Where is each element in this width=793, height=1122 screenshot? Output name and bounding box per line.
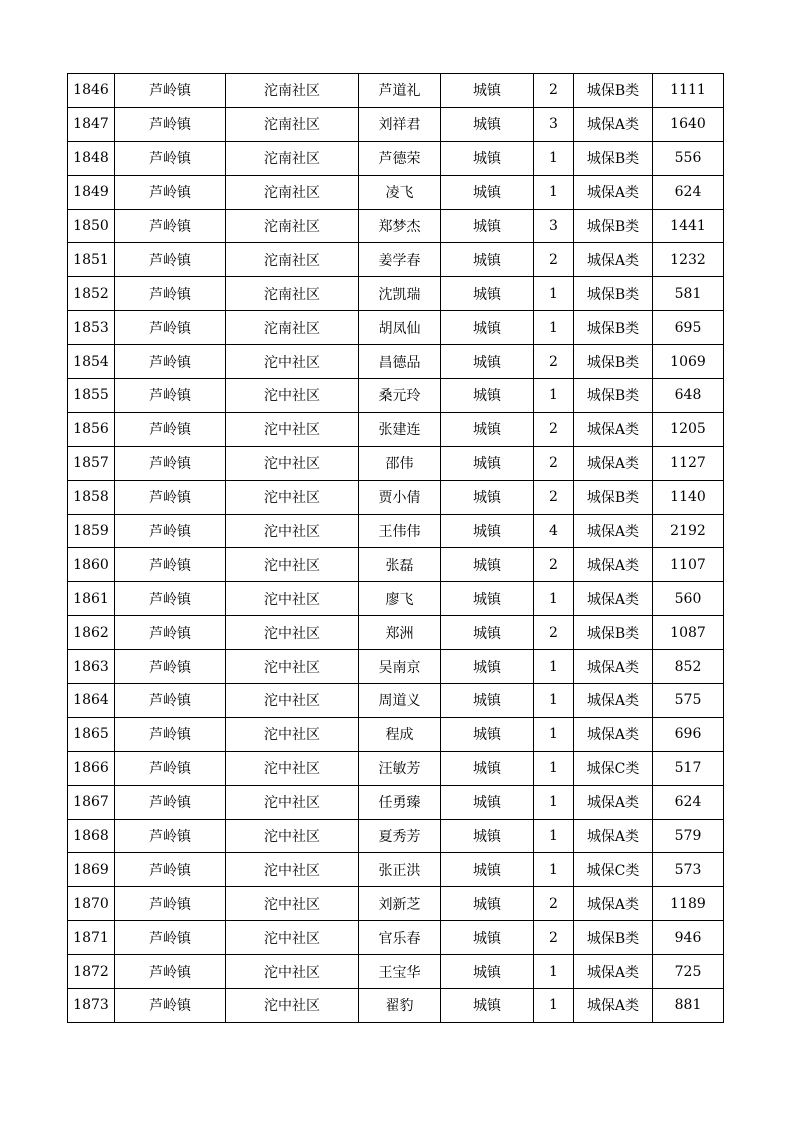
amount-cell: 579 [653,819,724,853]
person-name-cell: 桑元玲 [359,379,441,413]
amount-cell: 1107 [653,548,724,582]
category-cell: 城保A类 [574,175,653,209]
table-row [68,989,724,1023]
row-number-cell: 1862 [68,616,115,650]
household-type-cell: 城镇 [441,684,534,718]
person-name-cell: 沈凯瑞 [359,277,441,311]
member-count-cell: 2 [534,887,574,921]
town-cell: 芦岭镇 [115,751,226,785]
person-name-cell: 昌德品 [359,345,441,379]
community-cell: 沱中社区 [226,989,359,1023]
row-number-cell: 1850 [68,209,115,243]
category-cell: 城保B类 [574,277,653,311]
member-count-cell: 1 [534,955,574,989]
member-count-cell: 1 [534,277,574,311]
household-type-cell: 城镇 [441,887,534,921]
person-name-cell: 芦道礼 [359,74,441,108]
row-number-cell: 1870 [68,887,115,921]
table-row [68,107,724,141]
household-type-cell: 城镇 [441,548,534,582]
household-type-cell: 城镇 [441,616,534,650]
person-name-cell: 刘祥君 [359,107,441,141]
town-cell: 芦岭镇 [115,277,226,311]
town-cell: 芦岭镇 [115,243,226,277]
table-row [68,582,724,616]
amount-cell: 1189 [653,887,724,921]
household-type-cell: 城镇 [441,989,534,1023]
category-cell: 城保A类 [574,650,653,684]
member-count-cell: 1 [534,311,574,345]
member-count-cell: 4 [534,514,574,548]
community-cell: 沱中社区 [226,955,359,989]
household-type-cell: 城镇 [441,785,534,819]
community-cell: 沱中社区 [226,717,359,751]
member-count-cell: 1 [534,582,574,616]
table-row [68,243,724,277]
town-cell: 芦岭镇 [115,514,226,548]
table-row [68,785,724,819]
amount-cell: 1140 [653,480,724,514]
table-row [68,514,724,548]
row-number-cell: 1867 [68,785,115,819]
community-cell: 沱中社区 [226,379,359,413]
town-cell: 芦岭镇 [115,345,226,379]
category-cell: 城保A类 [574,412,653,446]
household-type-cell: 城镇 [441,141,534,175]
town-cell: 芦岭镇 [115,379,226,413]
person-name-cell: 周道义 [359,684,441,718]
community-cell: 沱中社区 [226,785,359,819]
amount-cell: 624 [653,785,724,819]
roster-table [67,73,724,1023]
community-cell: 沱中社区 [226,480,359,514]
town-cell: 芦岭镇 [115,74,226,108]
person-name-cell: 郑洲 [359,616,441,650]
table-row [68,74,724,108]
table-row [68,311,724,345]
person-name-cell: 姜学春 [359,243,441,277]
category-cell: 城保B类 [574,141,653,175]
town-cell: 芦岭镇 [115,989,226,1023]
table-row [68,650,724,684]
community-cell: 沱南社区 [226,175,359,209]
table-row [68,345,724,379]
table-row [68,480,724,514]
town-cell: 芦岭镇 [115,853,226,887]
person-name-cell: 刘新芝 [359,887,441,921]
amount-cell: 1127 [653,446,724,480]
household-type-cell: 城镇 [441,277,534,311]
category-cell: 城保B类 [574,480,653,514]
category-cell: 城保A类 [574,989,653,1023]
member-count-cell: 2 [534,480,574,514]
town-cell: 芦岭镇 [115,785,226,819]
member-count-cell: 1 [534,819,574,853]
row-number-cell: 1869 [68,853,115,887]
person-name-cell: 吴南京 [359,650,441,684]
community-cell: 沱中社区 [226,616,359,650]
table-row [68,277,724,311]
member-count-cell: 2 [534,548,574,582]
town-cell: 芦岭镇 [115,921,226,955]
town-cell: 芦岭镇 [115,209,226,243]
household-type-cell: 城镇 [441,412,534,446]
table-row [68,141,724,175]
person-name-cell: 任勇臻 [359,785,441,819]
town-cell: 芦岭镇 [115,107,226,141]
row-number-cell: 1860 [68,548,115,582]
community-cell: 沱南社区 [226,209,359,243]
household-type-cell: 城镇 [441,582,534,616]
category-cell: 城保B类 [574,74,653,108]
row-number-cell: 1852 [68,277,115,311]
row-number-cell: 1865 [68,717,115,751]
row-number-cell: 1871 [68,921,115,955]
row-number-cell: 1847 [68,107,115,141]
community-cell: 沱南社区 [226,311,359,345]
amount-cell: 517 [653,751,724,785]
community-cell: 沱南社区 [226,74,359,108]
household-type-cell: 城镇 [441,751,534,785]
town-cell: 芦岭镇 [115,446,226,480]
amount-cell: 624 [653,175,724,209]
town-cell: 芦岭镇 [115,548,226,582]
household-type-cell: 城镇 [441,921,534,955]
member-count-cell: 2 [534,345,574,379]
row-number-cell: 1846 [68,74,115,108]
member-count-cell: 1 [534,684,574,718]
row-number-cell: 1873 [68,989,115,1023]
household-type-cell: 城镇 [441,107,534,141]
row-number-cell: 1857 [68,446,115,480]
category-cell: 城保A类 [574,887,653,921]
amount-cell: 695 [653,311,724,345]
table-row [68,175,724,209]
person-name-cell: 程成 [359,717,441,751]
amount-cell: 1441 [653,209,724,243]
table-row [68,548,724,582]
household-type-cell: 城镇 [441,717,534,751]
member-count-cell: 3 [534,209,574,243]
amount-cell: 1111 [653,74,724,108]
table-row [68,209,724,243]
row-number-cell: 1872 [68,955,115,989]
town-cell: 芦岭镇 [115,717,226,751]
amount-cell: 556 [653,141,724,175]
row-number-cell: 1855 [68,379,115,413]
category-cell: 城保B类 [574,209,653,243]
household-type-cell: 城镇 [441,243,534,277]
row-number-cell: 1854 [68,345,115,379]
household-type-cell: 城镇 [441,311,534,345]
row-number-cell: 1863 [68,650,115,684]
category-cell: 城保A类 [574,819,653,853]
person-name-cell: 王伟伟 [359,514,441,548]
household-type-cell: 城镇 [441,480,534,514]
member-count-cell: 1 [534,785,574,819]
town-cell: 芦岭镇 [115,616,226,650]
person-name-cell: 张磊 [359,548,441,582]
row-number-cell: 1848 [68,141,115,175]
row-number-cell: 1868 [68,819,115,853]
table-row [68,616,724,650]
person-name-cell: 廖飞 [359,582,441,616]
person-name-cell: 邵伟 [359,446,441,480]
town-cell: 芦岭镇 [115,412,226,446]
town-cell: 芦岭镇 [115,955,226,989]
table-row [68,412,724,446]
member-count-cell: 2 [534,412,574,446]
row-number-cell: 1856 [68,412,115,446]
person-name-cell: 胡凤仙 [359,311,441,345]
table-row [68,887,724,921]
town-cell: 芦岭镇 [115,582,226,616]
household-type-cell: 城镇 [441,175,534,209]
member-count-cell: 2 [534,446,574,480]
amount-cell: 881 [653,989,724,1023]
amount-cell: 852 [653,650,724,684]
category-cell: 城保B类 [574,616,653,650]
amount-cell: 1640 [653,107,724,141]
row-number-cell: 1861 [68,582,115,616]
category-cell: 城保A类 [574,548,653,582]
category-cell: 城保C类 [574,751,653,785]
household-type-cell: 城镇 [441,514,534,548]
amount-cell: 1232 [653,243,724,277]
community-cell: 沱中社区 [226,412,359,446]
amount-cell: 696 [653,717,724,751]
town-cell: 芦岭镇 [115,311,226,345]
category-cell: 城保B类 [574,311,653,345]
member-count-cell: 1 [534,989,574,1023]
town-cell: 芦岭镇 [115,650,226,684]
town-cell: 芦岭镇 [115,141,226,175]
community-cell: 沱中社区 [226,514,359,548]
community-cell: 沱中社区 [226,650,359,684]
category-cell: 城保A类 [574,107,653,141]
household-type-cell: 城镇 [441,819,534,853]
household-type-cell: 城镇 [441,74,534,108]
category-cell: 城保A类 [574,514,653,548]
person-name-cell: 王宝华 [359,955,441,989]
member-count-cell: 1 [534,175,574,209]
amount-cell: 560 [653,582,724,616]
town-cell: 芦岭镇 [115,480,226,514]
community-cell: 沱中社区 [226,446,359,480]
category-cell: 城保A类 [574,717,653,751]
community-cell: 沱南社区 [226,141,359,175]
category-cell: 城保B类 [574,379,653,413]
household-type-cell: 城镇 [441,209,534,243]
category-cell: 城保A类 [574,582,653,616]
row-number-cell: 1859 [68,514,115,548]
person-name-cell: 官乐春 [359,921,441,955]
category-cell: 城保A类 [574,785,653,819]
roster-body [68,74,724,1023]
category-cell: 城保A类 [574,243,653,277]
amount-cell: 946 [653,921,724,955]
member-count-cell: 1 [534,141,574,175]
row-number-cell: 1849 [68,175,115,209]
community-cell: 沱中社区 [226,684,359,718]
community-cell: 沱南社区 [226,243,359,277]
row-number-cell: 1866 [68,751,115,785]
community-cell: 沱南社区 [226,277,359,311]
category-cell: 城保B类 [574,345,653,379]
person-name-cell: 张建连 [359,412,441,446]
row-number-cell: 1851 [68,243,115,277]
category-cell: 城保B类 [574,921,653,955]
community-cell: 沱中社区 [226,751,359,785]
household-type-cell: 城镇 [441,955,534,989]
amount-cell: 1087 [653,616,724,650]
row-number-cell: 1864 [68,684,115,718]
amount-cell: 581 [653,277,724,311]
member-count-cell: 2 [534,921,574,955]
table-row [68,446,724,480]
person-name-cell: 汪敏芳 [359,751,441,785]
table-row [68,955,724,989]
member-count-cell: 1 [534,717,574,751]
town-cell: 芦岭镇 [115,175,226,209]
household-type-cell: 城镇 [441,345,534,379]
category-cell: 城保A类 [574,684,653,718]
table-row [68,819,724,853]
member-count-cell: 1 [534,650,574,684]
town-cell: 芦岭镇 [115,684,226,718]
category-cell: 城保A类 [574,955,653,989]
community-cell: 沱中社区 [226,819,359,853]
table-row [68,717,724,751]
person-name-cell: 芦德荣 [359,141,441,175]
person-name-cell: 贾小倩 [359,480,441,514]
table-row [68,853,724,887]
member-count-cell: 2 [534,243,574,277]
community-cell: 沱中社区 [226,853,359,887]
person-name-cell: 凌飞 [359,175,441,209]
table-row [68,751,724,785]
row-number-cell: 1853 [68,311,115,345]
town-cell: 芦岭镇 [115,887,226,921]
amount-cell: 2192 [653,514,724,548]
household-type-cell: 城镇 [441,853,534,887]
category-cell: 城保C类 [574,853,653,887]
community-cell: 沱中社区 [226,345,359,379]
community-cell: 沱中社区 [226,887,359,921]
household-type-cell: 城镇 [441,446,534,480]
community-cell: 沱南社区 [226,107,359,141]
amount-cell: 725 [653,955,724,989]
member-count-cell: 2 [534,616,574,650]
table-row [68,379,724,413]
person-name-cell: 翟豹 [359,989,441,1023]
person-name-cell: 夏秀芳 [359,819,441,853]
household-type-cell: 城镇 [441,650,534,684]
amount-cell: 1205 [653,412,724,446]
person-name-cell: 郑梦杰 [359,209,441,243]
household-type-cell: 城镇 [441,379,534,413]
community-cell: 沱中社区 [226,582,359,616]
member-count-cell: 3 [534,107,574,141]
member-count-cell: 1 [534,751,574,785]
community-cell: 沱中社区 [226,548,359,582]
table-row [68,684,724,718]
row-number-cell: 1858 [68,480,115,514]
community-cell: 沱中社区 [226,921,359,955]
amount-cell: 575 [653,684,724,718]
member-count-cell: 1 [534,379,574,413]
amount-cell: 648 [653,379,724,413]
table-row [68,921,724,955]
category-cell: 城保A类 [574,446,653,480]
member-count-cell: 1 [534,853,574,887]
member-count-cell: 2 [534,74,574,108]
amount-cell: 573 [653,853,724,887]
town-cell: 芦岭镇 [115,819,226,853]
person-name-cell: 张正洪 [359,853,441,887]
amount-cell: 1069 [653,345,724,379]
